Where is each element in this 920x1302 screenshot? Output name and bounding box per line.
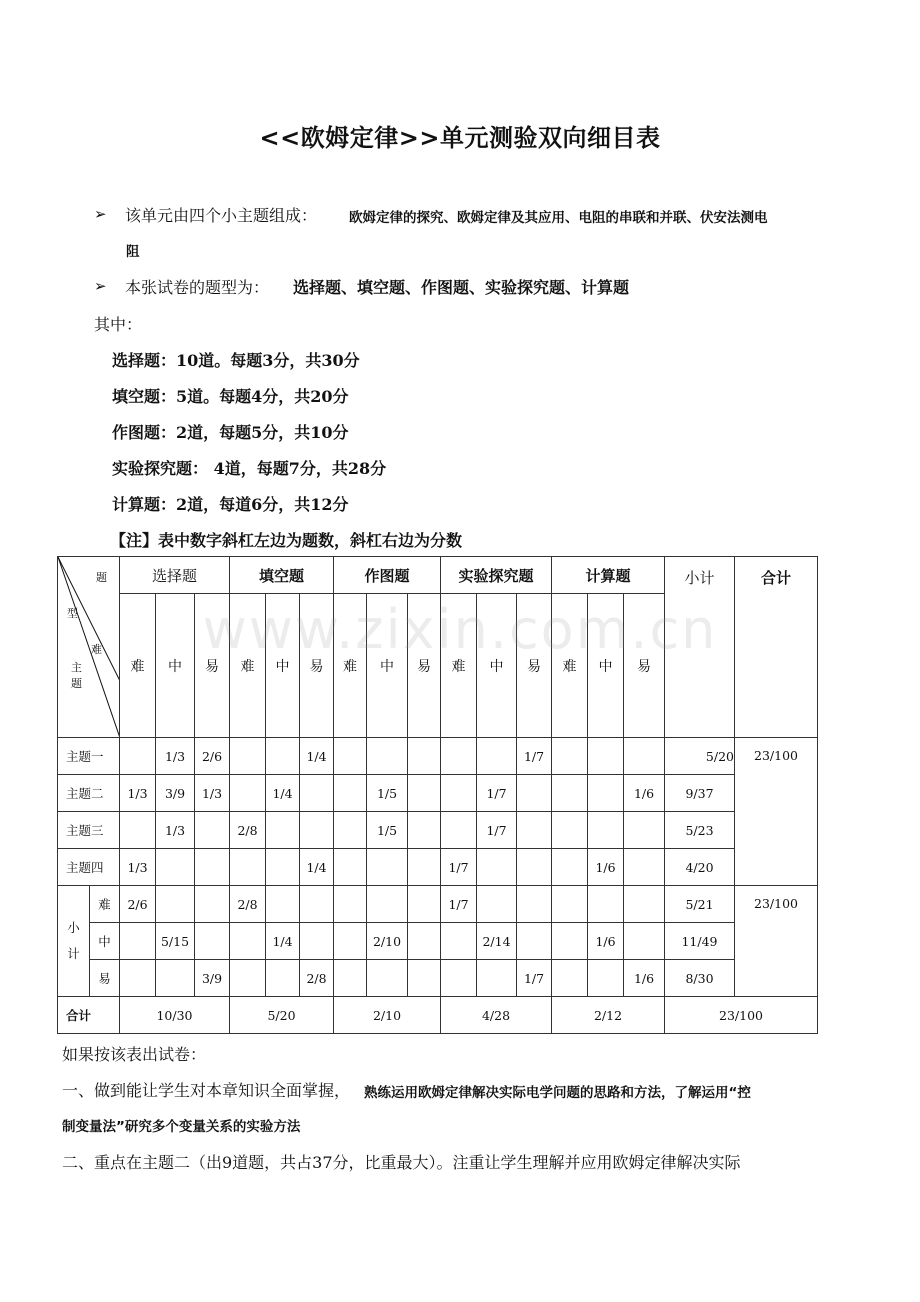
table-cell: 1/3: [120, 849, 156, 886]
header-row-types: [58, 557, 818, 594]
table-cell: [367, 849, 408, 886]
table-cell: [266, 738, 300, 775]
item-fill: 填空题：5道。每题4分，共20分: [112, 387, 349, 406]
table-cell: [588, 960, 624, 997]
table-cell: [334, 960, 367, 997]
table-cell: [334, 775, 367, 812]
table-cell: 1/6: [588, 849, 624, 886]
table-cell: [266, 812, 300, 849]
table-cell: [588, 812, 624, 849]
table-cell: [195, 886, 230, 923]
corner-label-ti: 题: [96, 571, 107, 584]
total-cell-calc: 2/12: [552, 997, 665, 1034]
table-cell: [334, 923, 367, 960]
table-cell: [367, 738, 408, 775]
para1-cont: 制变量法”研究多个变量关系的实验方法: [62, 1119, 301, 1135]
table-cell: 1/7: [477, 812, 517, 849]
table-cell: 1/3: [195, 775, 230, 812]
table-row: [58, 775, 818, 812]
table-cell: [517, 812, 552, 849]
table-cell: [441, 812, 477, 849]
item-calc: 计算题：2道，每道6分，共12分: [112, 495, 349, 514]
table-cell: 1/4: [266, 923, 300, 960]
subtotal-cell: 11/49: [665, 923, 735, 960]
table-cell: [552, 886, 588, 923]
item-experiment: 实验探究题： 4道，每题7分，共28分: [112, 459, 387, 478]
table-cell: [266, 849, 300, 886]
table-cell: [195, 923, 230, 960]
after-intro: 如果按该表出试卷：: [62, 1045, 207, 1064]
table-cell: [266, 886, 300, 923]
level-header: 易: [408, 594, 441, 738]
level-header: 难: [120, 594, 156, 738]
row-label: 主题四: [58, 849, 120, 886]
type-header-experiment: 实验探究题: [441, 557, 552, 594]
table-cell: [300, 775, 334, 812]
level-row-label: 易: [90, 960, 120, 997]
table-cell: 2/8: [230, 886, 266, 923]
table-row: [58, 886, 818, 923]
table-cell: [408, 812, 441, 849]
para1-bold: 熟练运用欧姆定律解决实际电学问题的思路和方法，了解运用“控: [364, 1085, 751, 1101]
table-cell: [230, 738, 266, 775]
subtotal-cell: 8/30: [665, 960, 735, 997]
bullet-1-text: 欧姆定律的探究、欧姆定律及其应用、电阻的串联和并联、伏安法测电: [349, 210, 768, 226]
table-cell: [624, 849, 665, 886]
table-cell: [195, 812, 230, 849]
table-cell: 1/4: [300, 738, 334, 775]
table-cell: [300, 812, 334, 849]
table-cell: 1/6: [624, 775, 665, 812]
level-header: 中: [266, 594, 300, 738]
total-cell-experiment: 4/28: [441, 997, 552, 1034]
total-header: 合计: [735, 557, 818, 738]
corner-label-tiz: 题: [71, 677, 82, 690]
table-cell: [408, 960, 441, 997]
table-cell: 3/9: [156, 775, 195, 812]
table-cell: [334, 738, 367, 775]
table-cell: [408, 886, 441, 923]
level-header: 易: [195, 594, 230, 738]
table-cell: [552, 738, 588, 775]
table-cell: 1/7: [441, 886, 477, 923]
subtotal-label-xiao: 小: [67, 920, 80, 935]
corner-label-xing: 型: [67, 607, 78, 620]
table-cell: [624, 923, 665, 960]
grand-total-cell: 23/100: [665, 997, 818, 1034]
table-row: [58, 812, 818, 849]
row-label: 主题三: [58, 812, 120, 849]
table-cell: [195, 849, 230, 886]
table-cell: 1/6: [588, 923, 624, 960]
level-row-label: 中: [90, 923, 120, 960]
table-row: [58, 849, 818, 886]
total-cell-drawing: 2/10: [334, 997, 441, 1034]
level-header: 中: [477, 594, 517, 738]
level-header: 中: [156, 594, 195, 738]
table-cell: 1/4: [266, 775, 300, 812]
table-note: 【注】表中数字斜杠左边为题数，斜杠右边为分数: [110, 531, 463, 550]
table-cell: [624, 812, 665, 849]
table-cell: [334, 849, 367, 886]
item-drawing: 作图题：2道，每题5分，共10分: [112, 423, 349, 442]
row-label: 主题二: [58, 775, 120, 812]
corner-label-zhu: 主: [71, 661, 82, 674]
total-row: [58, 997, 818, 1034]
para1-start: 一、做到能让学生对本章知识全面掌握，: [62, 1081, 351, 1100]
para2: 二、重点在主题二（出9道题，共占37分，比重最大）。注重让学生理解并应用欧姆定律解决实际: [62, 1153, 741, 1172]
bullet-2-text: 选择题、填空题、作图题、实验探究题、计算题: [293, 278, 630, 297]
table-cell: [156, 960, 195, 997]
corner-label-nan: 难: [91, 643, 102, 656]
subtotal-cell: 4/20: [665, 849, 735, 886]
table-cell: [441, 923, 477, 960]
table-cell: 1/7: [477, 775, 517, 812]
level-header: 易: [517, 594, 552, 738]
table-cell: [334, 886, 367, 923]
table-cell: 1/5: [367, 775, 408, 812]
table-cell: 2/14: [477, 923, 517, 960]
table-cell: 1/7: [441, 849, 477, 886]
total-cell-choice: 10/30: [120, 997, 230, 1034]
level-header: 易: [624, 594, 665, 738]
table-cell: 2/10: [367, 923, 408, 960]
type-header-calc: 计算题: [552, 557, 665, 594]
topics-total-cell: 23/100: [735, 738, 818, 886]
table-row: [58, 960, 818, 997]
table-cell: [588, 775, 624, 812]
table-cell: 1/7: [517, 738, 552, 775]
table-cell: 2/8: [230, 812, 266, 849]
item-choice: 选择题：10道。每题3分，共30分: [112, 351, 360, 370]
table-cell: [588, 886, 624, 923]
table-cell: 1/3: [120, 775, 156, 812]
type-header-fill: 填空题: [230, 557, 334, 594]
page-title: <<欧姆定律>>单元测验双向细目表: [259, 124, 661, 152]
table-cell: [624, 738, 665, 775]
level-header: 难: [334, 594, 367, 738]
level-header: 中: [588, 594, 624, 738]
table-cell: [441, 960, 477, 997]
row-label: 主题一: [58, 738, 120, 775]
total-row-label: 合计: [58, 997, 120, 1034]
table-cell: [477, 886, 517, 923]
table-cell: [156, 849, 195, 886]
table-cell: [552, 923, 588, 960]
table-cell: 2/6: [120, 886, 156, 923]
table-cell: 3/9: [195, 960, 230, 997]
table-cell: 2/6: [195, 738, 230, 775]
table-cell: [517, 849, 552, 886]
table-cell: 1/3: [156, 738, 195, 775]
table-cell: [517, 886, 552, 923]
table-cell: [120, 738, 156, 775]
table-cell: [408, 923, 441, 960]
level-header: 难: [552, 594, 588, 738]
table-cell: [334, 812, 367, 849]
table-cell: [230, 960, 266, 997]
table-cell: [552, 960, 588, 997]
table-cell: [408, 738, 441, 775]
subtotal-cell: 5/21: [665, 886, 735, 923]
table-cell: [156, 886, 195, 923]
type-header-choice: 选择题: [120, 557, 230, 594]
table-cell: 1/6: [624, 960, 665, 997]
bullet-1-lead: 该单元由四个小主题组成：: [125, 206, 318, 225]
qizhong-label: 其中：: [94, 315, 143, 334]
table-cell: 1/4: [300, 849, 334, 886]
table-cell: [120, 812, 156, 849]
table-cell: [441, 738, 477, 775]
bullet-1-cont: 阻: [126, 244, 140, 260]
table-cell: 1/5: [367, 812, 408, 849]
table-cell: [477, 849, 517, 886]
subtotal-cell: 5/20: [665, 738, 735, 775]
table-cell: [120, 960, 156, 997]
subtotal-header: 小计: [665, 557, 735, 738]
table-cell: [552, 849, 588, 886]
table-cell: 2/8: [300, 960, 334, 997]
table-cell: [441, 775, 477, 812]
table-cell: [552, 812, 588, 849]
table-row: [58, 923, 818, 960]
table-cell: [517, 923, 552, 960]
table-cell: [624, 886, 665, 923]
levels-total-cell: 23/100: [735, 886, 818, 997]
table-cell: [120, 923, 156, 960]
table-cell: [230, 849, 266, 886]
table-row: [58, 738, 818, 775]
table-cell: [517, 775, 552, 812]
subtotal-label-ji: 计: [67, 946, 80, 961]
table-cell: [477, 960, 517, 997]
watermark: www.zixin.com.cn: [202, 598, 718, 661]
table-cell: 1/3: [156, 812, 195, 849]
table-cell: [367, 886, 408, 923]
level-header: 易: [300, 594, 334, 738]
table-cell: [477, 738, 517, 775]
table-cell: 5/15: [156, 923, 195, 960]
table-cell: [230, 923, 266, 960]
level-header: 难: [230, 594, 266, 738]
table-cell: [300, 923, 334, 960]
table-cell: 1/7: [517, 960, 552, 997]
table-cell: [300, 886, 334, 923]
table-cell: [367, 960, 408, 997]
table-cell: [408, 775, 441, 812]
subtotal-cell: 5/23: [665, 812, 735, 849]
table-cell: [408, 849, 441, 886]
level-row-label: 难: [90, 886, 120, 923]
bullet-arrow-icon: ➢: [94, 277, 107, 295]
table-cell: [230, 775, 266, 812]
type-header-drawing: 作图题: [334, 557, 441, 594]
level-header: 难: [441, 594, 477, 738]
bullet-arrow-icon: ➢: [94, 205, 107, 223]
level-header: 中: [367, 594, 408, 738]
total-cell-fill: 5/20: [230, 997, 334, 1034]
table-cell: [588, 738, 624, 775]
subtotal-group-label: [58, 886, 90, 997]
table-cell: [552, 775, 588, 812]
bullet-2-lead: 本张试卷的题型为：: [125, 278, 270, 297]
table-cell: [266, 960, 300, 997]
subtotal-cell: 9/37: [665, 775, 735, 812]
